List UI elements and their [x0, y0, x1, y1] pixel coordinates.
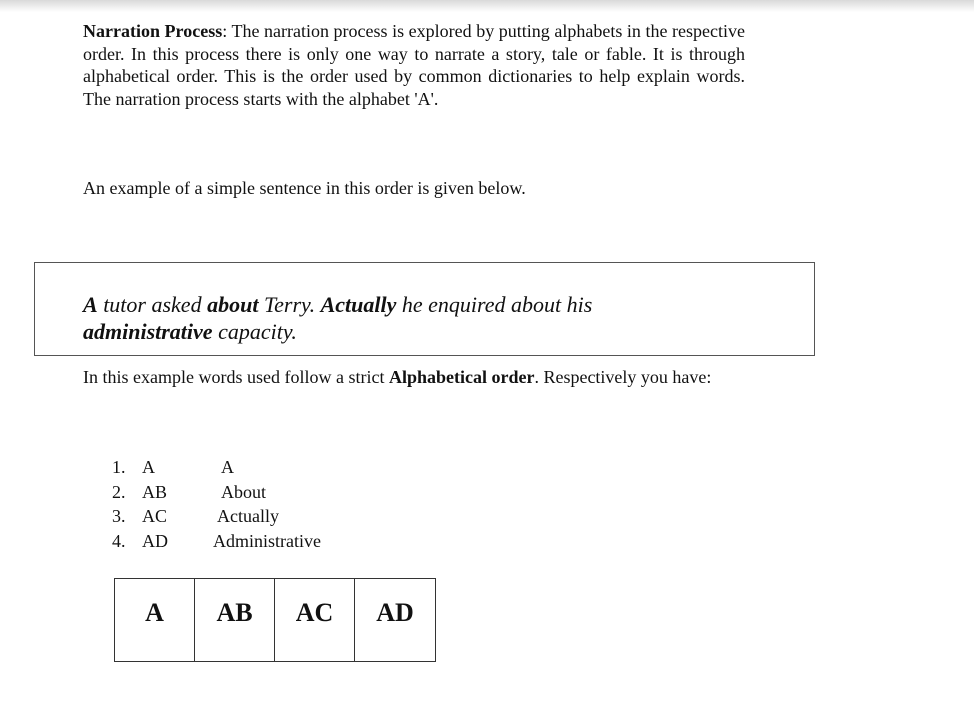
- example-lead: An example of a simple sentence in this order is given below.: [83, 178, 526, 198]
- letter-cells: [114, 578, 436, 662]
- example-box: [34, 262, 815, 356]
- word-actually: Actually: [320, 292, 397, 317]
- list-code: AC: [142, 506, 168, 526]
- cell-ab: AB: [195, 579, 275, 661]
- list-word: A: [221, 457, 234, 477]
- example-text-2: Terry.: [258, 292, 321, 317]
- top-shadow: [0, 0, 974, 12]
- order-lead-emphasis: Alphabetical order: [388, 367, 535, 387]
- word-a: A: [83, 292, 98, 317]
- list-number: 3.: [112, 506, 126, 526]
- intro-title: Narration Process: [83, 21, 223, 41]
- example-text-3: he enquired about his: [396, 292, 593, 317]
- word-about: about: [207, 292, 259, 317]
- example-text-4: capacity.: [212, 319, 297, 344]
- cell-a: A: [115, 579, 195, 661]
- order-lead: [83, 366, 733, 389]
- list-code: A: [142, 457, 155, 477]
- intro-body: : The narration process is explored by putting alphabets in the respective order. In this process there is only one way to narrate a story, tale or fable. It is through alphabetical order. This is the order used by common dictionaries to help explain words. The narration process starts with the alphabet 'A'.: [83, 21, 745, 109]
- list-word: About: [221, 481, 266, 502]
- cell-ac: AC: [275, 579, 355, 661]
- list-code: AD: [142, 530, 168, 551]
- example-text-1: tutor asked: [97, 292, 208, 317]
- list-word: Administrative: [213, 530, 321, 551]
- list-number: 1.: [112, 457, 126, 477]
- list-number: 4.: [112, 530, 126, 551]
- list-code: AB: [142, 481, 168, 502]
- example-sentence: [83, 291, 683, 345]
- list-number: 2.: [112, 481, 126, 502]
- intro-paragraph: [83, 20, 745, 110]
- order-lead-tail: . Respectively you have:: [534, 367, 712, 387]
- order-lead-text: In this example words used follow a strict: [83, 367, 389, 387]
- list-word: Actually: [217, 506, 279, 526]
- cell-ad: AD: [376, 598, 414, 627]
- word-administrative: administrative: [83, 319, 213, 344]
